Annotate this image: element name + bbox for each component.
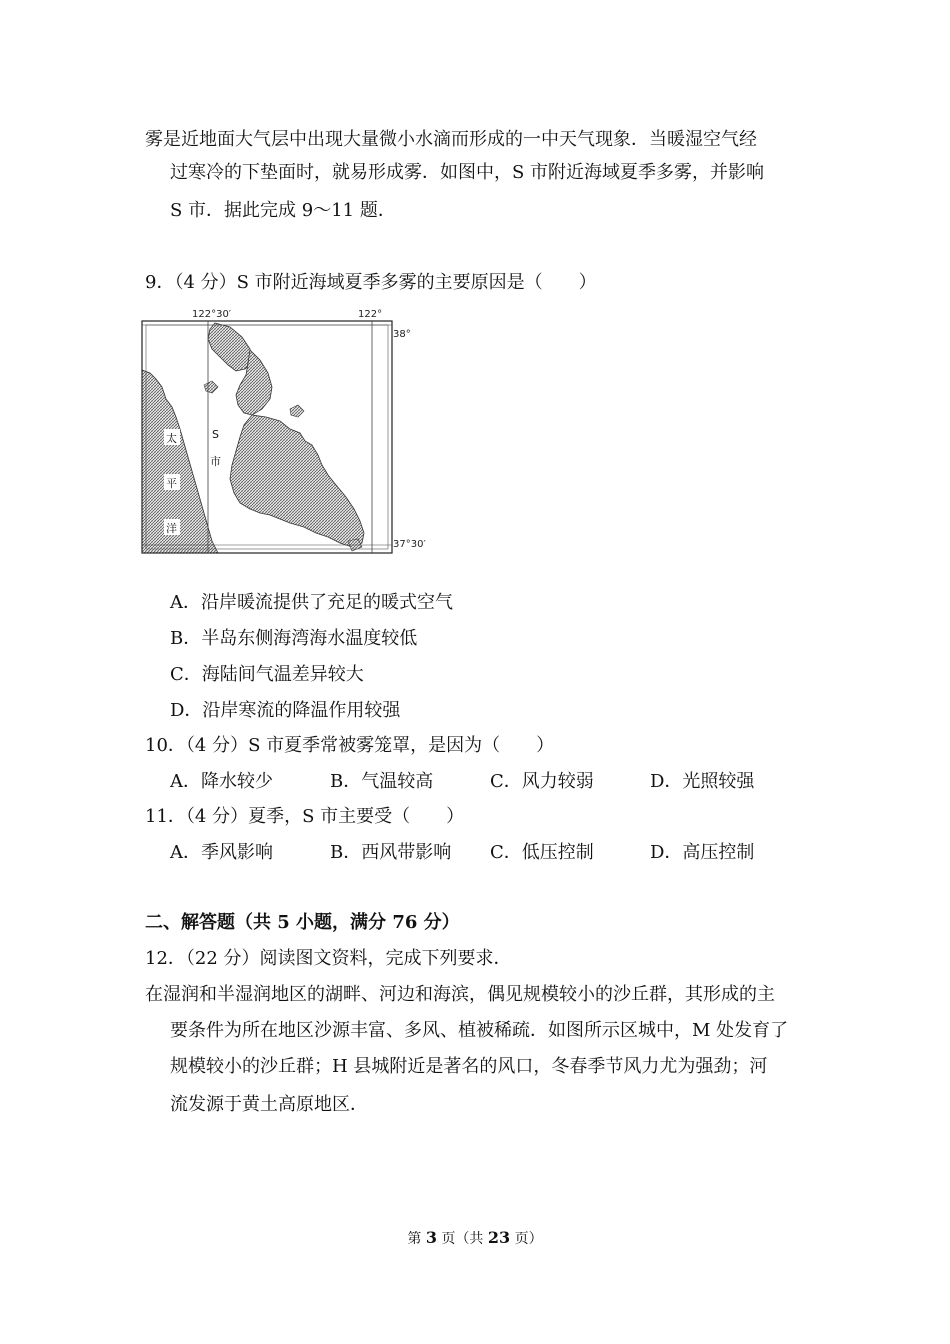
ocean-char-1: 太 — [166, 432, 177, 445]
question-10-option-b: B．气温较高 — [330, 771, 434, 792]
intro-line-2: 过寒冷的下垫面时，就易形成雾．如图中，S 市附近海域夏季多雾，并影响 — [170, 162, 765, 183]
map-figure — [140, 305, 426, 557]
question-10-stem: 10．（4 分）S 市夏季常被雾笼罩，是因为（ ） — [145, 735, 555, 756]
question-12-para-line-2: 要条件为所在地区沙源丰富、多风、植被稀疏．如图所示区城中，M 处发育了 — [170, 1020, 789, 1041]
island-2 — [290, 405, 304, 417]
lat-label-top: 38° — [393, 329, 411, 340]
question-12-para-line-4: 流发源于黄土高原地区． — [170, 1094, 368, 1115]
footer-mid: 页（共 — [436, 1231, 488, 1247]
lon-label-left: 122°30′ — [192, 309, 232, 320]
question-12-para-line-1: 在湿润和半湿润地区的湖畔、河边和海滨，偶见规模较小的沙丘群，其形成的主 — [145, 984, 775, 1005]
footer-suffix: 页） — [510, 1231, 543, 1247]
intro-line-3: S 市．据此完成 9～11 题． — [170, 200, 396, 221]
question-11-options — [170, 838, 810, 864]
question-11-option-b: B．西风带影响 — [330, 842, 452, 863]
footer-total-pages: 23 — [487, 1228, 511, 1247]
page-footer — [0, 1228, 950, 1248]
footer-page-number: 3 — [425, 1228, 437, 1247]
section-2-heading: 二、解答题（共 5 小题，满分 76 分） — [145, 912, 460, 933]
footer-prefix: 第 — [407, 1231, 426, 1247]
question-9-option-c: C．海陆间气温差异较大 — [170, 664, 364, 685]
ocean-char-3: 洋 — [166, 522, 177, 535]
city-letter: S — [212, 428, 219, 441]
question-9-option-b: B．半岛东侧海湾海水温度较低 — [170, 628, 418, 649]
question-10-option-c: C．风力较弱 — [490, 771, 594, 792]
question-9-option-a: A．沿岸暖流提供了充足的暖式空气 — [170, 592, 453, 613]
ocean-char-2: 平 — [166, 477, 177, 490]
question-11-option-c: C．低压控制 — [490, 842, 594, 863]
question-10-options — [170, 767, 810, 793]
lat-label-bottom: 37°30′ — [393, 539, 426, 550]
question-11-stem: 11．（4 分）夏季，S 市主要受（ ） — [145, 806, 465, 827]
intro-line-1: 雾是近地面大气层中出现大量微小水滴而形成的一中天气现象．当暖湿空气经 — [145, 129, 757, 150]
city-char: 市 — [210, 455, 221, 468]
question-11-option-a: A．季风影响 — [170, 842, 273, 863]
question-10-option-d: D．光照较强 — [650, 771, 755, 792]
question-9-option-d: D．沿岸寒流的降温作用较强 — [170, 700, 401, 721]
question-11-option-d: D．高压控制 — [650, 842, 755, 863]
main-peninsula — [230, 415, 364, 547]
question-9-stem: 9．（4 分）S 市附近海域夏季多雾的主要原因是（ ） — [145, 272, 597, 293]
question-10-option-a: A．降水较少 — [170, 771, 273, 792]
upper-cape — [208, 323, 252, 371]
question-12-stem: 12．（22 分）阅读图文资料，完成下列要求． — [145, 948, 512, 969]
lon-label-right: 122° — [358, 309, 383, 320]
island-1 — [204, 381, 218, 393]
question-12-para-line-3: 规模较小的沙丘群；H 县城附近是著名的风口，冬春季节风力尤为强劲；河 — [170, 1056, 768, 1077]
